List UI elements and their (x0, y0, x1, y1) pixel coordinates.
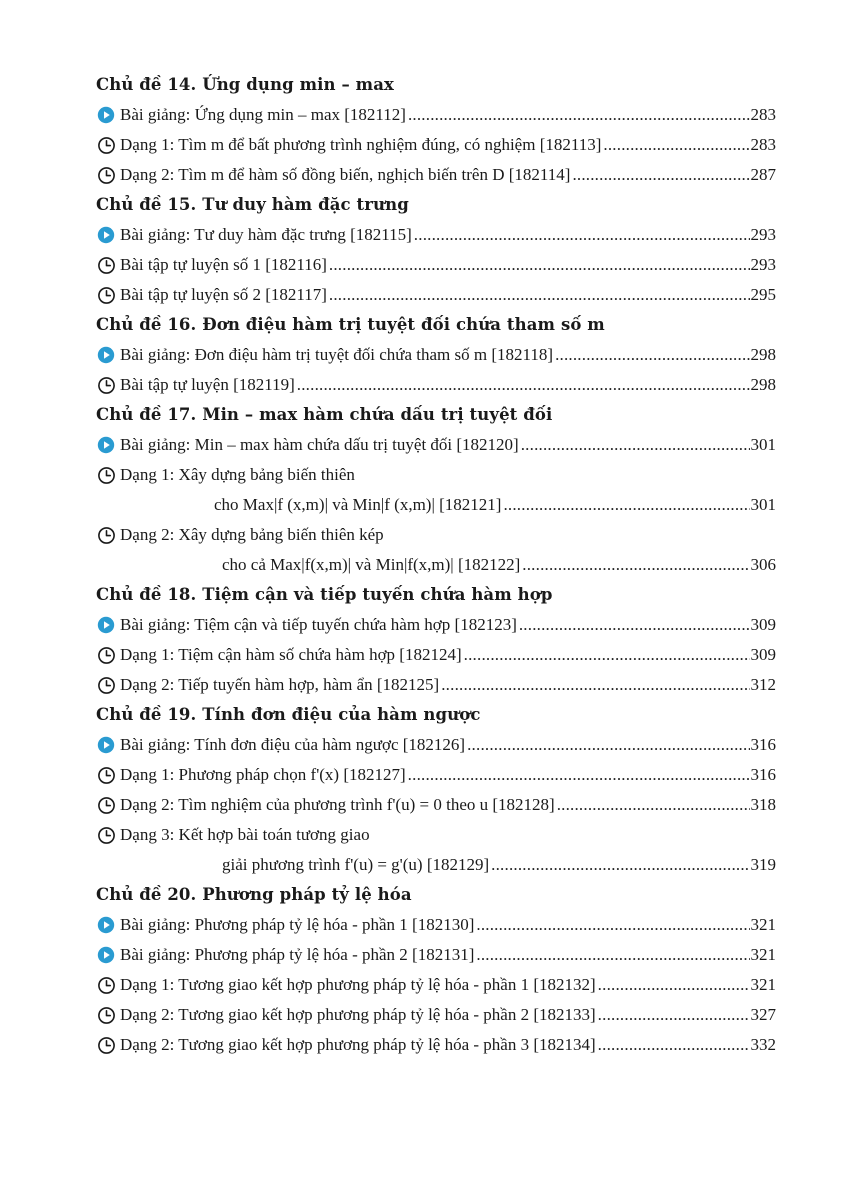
toc-entry-continuation-text: cho Max|f (x,m)| và Min|f (x,m)| [182121] (214, 495, 502, 514)
page-number: 287 (750, 165, 776, 184)
toc-entry[interactable] (96, 760, 776, 790)
section-entries (96, 910, 776, 1060)
toc-entry-line (96, 430, 776, 460)
toc-entry-line (96, 730, 776, 760)
play-icon (96, 225, 116, 245)
toc-section (96, 580, 776, 700)
play-icon (96, 435, 116, 455)
page-number: 293 (750, 225, 776, 244)
page-number: 316 (750, 735, 776, 754)
section-entries (96, 730, 776, 880)
toc-entry-line (96, 370, 776, 400)
page-number: 298 (750, 345, 776, 364)
toc-entry-text: Bài tập tự luyện số 2 [182117] (120, 285, 327, 304)
dot-leader (491, 855, 749, 875)
clock-icon (96, 285, 116, 305)
page-number: 283 (750, 105, 776, 124)
toc-entry-continuation-text: giải phương trình f'(u) = g'(u) [182129] (222, 855, 490, 874)
toc-entry-text: Dạng 2: Tiếp tuyến hàm hợp, hàm ẩn [182125] (120, 675, 440, 694)
dot-leader (503, 495, 749, 515)
page-number: 316 (750, 765, 776, 784)
toc-entry[interactable] (96, 220, 776, 250)
section-title: Chủ đề 14. Ứng dụng min – max (96, 75, 394, 94)
toc-entry-line (96, 640, 776, 670)
page-number: 306 (750, 555, 776, 574)
toc-entry[interactable] (96, 640, 776, 670)
toc-entry-line (96, 250, 776, 280)
page-number: 283 (750, 135, 776, 154)
section-entries (96, 220, 776, 310)
toc-entry-line (96, 940, 776, 970)
clock-icon (96, 645, 116, 665)
toc-entry-text: Dạng 1: Tương giao kết hợp phương pháp tỷ lệ hóa - phần 1 [182132] (120, 975, 596, 994)
clock-icon (96, 825, 116, 845)
toc-entry[interactable] (96, 730, 776, 760)
section-entries (96, 100, 776, 190)
play-icon (96, 345, 116, 365)
toc-entry[interactable] (96, 460, 776, 520)
toc-entry-continuation-text: cho cả Max|f(x,m)| và Min|f(x,m)| [182122] (222, 555, 521, 574)
toc-entry-text: Bài giảng: Min – max hàm chứa dấu trị tuyệt đối [182120] (120, 435, 519, 454)
clock-icon (96, 675, 116, 695)
dot-leader (572, 165, 749, 185)
section-entries (96, 430, 776, 580)
page-number: 309 (750, 645, 776, 664)
dot-leader (555, 345, 749, 365)
dot-leader (557, 795, 750, 815)
dot-leader (408, 765, 750, 785)
toc-entry-text: Bài giảng: Tiệm cận và tiếp tuyến chứa hàm hợp [182123] (120, 615, 517, 634)
toc-entry[interactable] (96, 910, 776, 940)
toc-entry[interactable] (96, 430, 776, 460)
toc-entry-text: Dạng 2: Xây dựng bảng biến thiên kép (120, 525, 384, 544)
clock-icon (96, 765, 116, 785)
toc-entry[interactable] (96, 670, 776, 700)
toc-entry-text: Dạng 1: Xây dựng bảng biến thiên (120, 465, 355, 484)
page-number: 309 (750, 615, 776, 634)
dot-leader (522, 555, 749, 575)
dot-leader (598, 975, 750, 995)
clock-icon (96, 1035, 116, 1055)
page-number: 332 (750, 1035, 776, 1054)
toc-entry-text: Bài giảng: Tính đơn điệu của hàm ngược [182126] (120, 735, 466, 754)
toc-section (96, 880, 776, 1060)
toc-entry[interactable] (96, 130, 776, 160)
toc-entry-text: Dạng 2: Tương giao kết hợp phương pháp tỷ lệ hóa - phần 3 [182134] (120, 1035, 596, 1054)
dot-leader (476, 945, 749, 965)
clock-icon (96, 975, 116, 995)
page-number: 321 (750, 915, 776, 934)
page-number: 298 (750, 375, 776, 394)
table-of-contents (96, 70, 776, 1060)
dot-leader (408, 105, 750, 125)
toc-entry-line (96, 460, 776, 490)
toc-section (96, 700, 776, 880)
page-number: 319 (750, 855, 776, 874)
section-title: Chủ đề 18. Tiệm cận và tiếp tuyến chứa hàm hợp (96, 585, 553, 604)
toc-entry-line (96, 280, 776, 310)
section-title: Chủ đề 19. Tính đơn điệu của hàm ngược (96, 705, 481, 724)
page-number: 321 (750, 975, 776, 994)
toc-entry-text: Bài tập tự luyện số 1 [182116] (120, 255, 327, 274)
page-number: 312 (750, 675, 776, 694)
toc-entry[interactable] (96, 250, 776, 280)
dot-leader (476, 915, 749, 935)
toc-entry-line (96, 130, 776, 160)
section-entries (96, 340, 776, 400)
toc-entry-continuation-line (96, 850, 776, 880)
toc-entry[interactable] (96, 1030, 776, 1060)
toc-entry[interactable] (96, 790, 776, 820)
page-number: 295 (750, 285, 776, 304)
dot-leader (598, 1005, 750, 1025)
toc-entry-text: Dạng 2: Tìm nghiệm của phương trình f'(u) = 0 theo u [182128] (120, 795, 555, 814)
toc-entry[interactable] (96, 1000, 776, 1030)
toc-entry-line (96, 1000, 776, 1030)
toc-entry-line (96, 610, 776, 640)
clock-icon (96, 795, 116, 815)
toc-entry-line (96, 160, 776, 190)
play-icon (96, 735, 116, 755)
toc-entry-line (96, 520, 776, 550)
section-title: Chủ đề 16. Đơn điệu hàm trị tuyệt đối chứa tham số m (96, 315, 605, 334)
toc-entry[interactable] (96, 370, 776, 400)
toc-entry-text: Dạng 1: Tìm m để bất phương trình nghiệm đúng, có nghiệm [182113] (120, 135, 602, 154)
toc-entry-continuation-line (96, 490, 776, 520)
section-entries (96, 610, 776, 700)
toc-entry-line (96, 910, 776, 940)
toc-entry-text: Bài giảng: Phương pháp tỷ lệ hóa - phần 2 [182131] (120, 945, 475, 964)
toc-entry-text: Bài giảng: Ứng dụng min – max [182112] (120, 105, 406, 124)
toc-section (96, 310, 776, 400)
toc-entry-line (96, 670, 776, 700)
clock-icon (96, 135, 116, 155)
toc-entry[interactable] (96, 340, 776, 370)
toc-entry[interactable] (96, 100, 776, 130)
clock-icon (96, 165, 116, 185)
clock-icon (96, 465, 116, 485)
toc-entry[interactable] (96, 520, 776, 580)
dot-leader (603, 135, 749, 155)
dot-leader (329, 285, 750, 305)
toc-entry-text: Bài tập tự luyện [182119] (120, 375, 295, 394)
toc-entry-text: Bài giảng: Phương pháp tỷ lệ hóa - phần 1 [182130] (120, 915, 475, 934)
section-title: Chủ đề 20. Phương pháp tỷ lệ hóa (96, 885, 412, 904)
dot-leader (521, 435, 750, 455)
toc-entry[interactable] (96, 970, 776, 1000)
dot-leader (329, 255, 750, 275)
dot-leader (464, 645, 750, 665)
toc-entry-line (96, 220, 776, 250)
page-number: 327 (750, 1005, 776, 1024)
dot-leader (598, 1035, 750, 1055)
page-number: 301 (750, 495, 776, 514)
toc-entry-line (96, 790, 776, 820)
toc-entry-text: Dạng 2: Tìm m để hàm số đồng biến, nghịch biến trên D [182114] (120, 165, 571, 184)
dot-leader (441, 675, 749, 695)
page-number: 318 (750, 795, 776, 814)
toc-section (96, 400, 776, 580)
toc-entry-line (96, 820, 776, 850)
section-title: Chủ đề 15. Tư duy hàm đặc trưng (96, 195, 409, 214)
toc-entry[interactable] (96, 280, 776, 310)
toc-section (96, 190, 776, 310)
toc-entry-text: Bài giảng: Tư duy hàm đặc trưng [182115] (120, 225, 412, 244)
dot-leader (519, 615, 750, 635)
play-icon (96, 915, 116, 935)
play-icon (96, 105, 116, 125)
toc-entry-text: Dạng 1: Phương pháp chọn f'(x) [182127] (120, 765, 406, 784)
toc-entry-line (96, 760, 776, 790)
play-icon (96, 615, 116, 635)
toc-entry[interactable] (96, 610, 776, 640)
toc-section (96, 70, 776, 190)
dot-leader (297, 375, 750, 395)
clock-icon (96, 1005, 116, 1025)
toc-entry-continuation-line (96, 550, 776, 580)
toc-entry-line (96, 340, 776, 370)
page-number: 301 (750, 435, 776, 454)
toc-entry-line (96, 970, 776, 1000)
dot-leader (414, 225, 750, 245)
play-icon (96, 945, 116, 965)
toc-entry-text: Dạng 2: Tương giao kết hợp phương pháp tỷ lệ hóa - phần 2 [182133] (120, 1005, 596, 1024)
toc-entry[interactable] (96, 160, 776, 190)
clock-icon (96, 525, 116, 545)
toc-entry-text: Dạng 1: Tiệm cận hàm số chứa hàm hợp [182124] (120, 645, 462, 664)
section-title: Chủ đề 17. Min – max hàm chứa dấu trị tuyệt đối (96, 405, 553, 424)
clock-icon (96, 255, 116, 275)
page-number: 293 (750, 255, 776, 274)
toc-entry-line (96, 1030, 776, 1060)
toc-entry[interactable] (96, 940, 776, 970)
page-number: 321 (750, 945, 776, 964)
toc-entry-line (96, 100, 776, 130)
toc-entry[interactable] (96, 820, 776, 880)
toc-entry-text: Dạng 3: Kết hợp bài toán tương giao (120, 825, 370, 844)
toc-entry-text: Bài giảng: Đơn điệu hàm trị tuyệt đối chứa tham số m [182118] (120, 345, 554, 364)
dot-leader (467, 735, 749, 755)
clock-icon (96, 375, 116, 395)
